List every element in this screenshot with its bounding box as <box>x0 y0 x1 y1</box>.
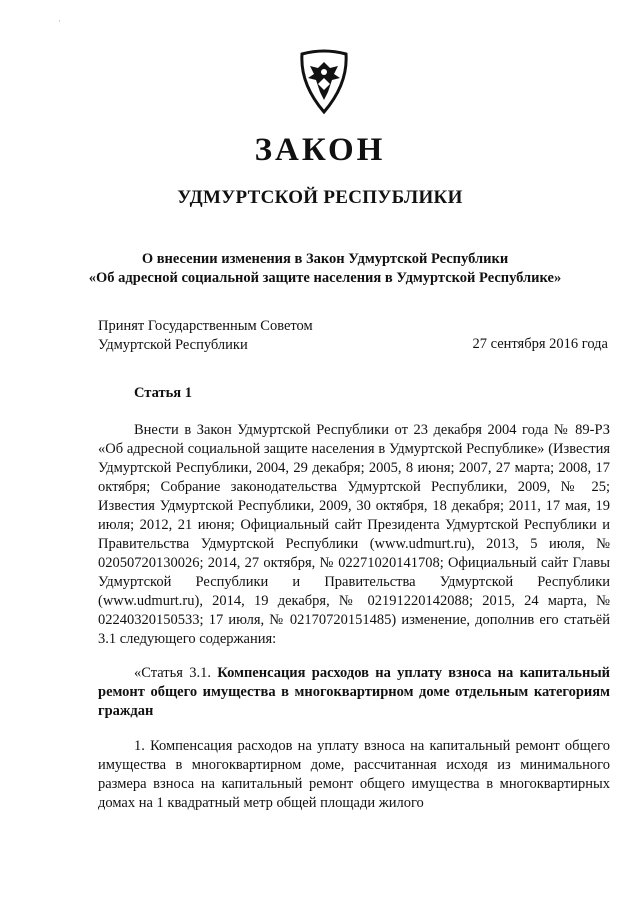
coat-of-arms-icon <box>296 48 352 116</box>
scan-mark: · <box>58 16 61 26</box>
adopted-by-line-2: Удмуртской Республики <box>98 337 248 353</box>
adoption-info <box>98 317 313 355</box>
article-3-1-title: Компенсация расходов на уплату взноса на капитальный ремонт общего имущества в многоквартирном доме отдельным категориям граждан <box>98 665 611 719</box>
document-title: ЗАКОН <box>254 132 386 168</box>
law-name <box>60 250 590 288</box>
law-name-line-2: «Об адресной социальной защите населения в Удмуртской Республике» <box>88 270 562 286</box>
article-3-1-heading <box>98 664 610 721</box>
point-1-text: 1. Компенсация расходов на уплату взноса на капитальный ремонт общего имущества в многоквартирном доме, рассчитанная исходя из минимального размера взноса на капитальный ремонт общего имущества в многоквартирных домах на 1 квадратный метр общей площади жилого <box>98 738 610 811</box>
law-name-line-1: О внесении изменения в Закон Удмуртской Республики <box>141 251 509 267</box>
adoption-date: 27 сентября 2016 года <box>472 336 608 352</box>
article-1-text: Внести в Закон Удмуртской Республики от 23 декабря 2004 года № 89-РЗ «Об адресной социальной защите населения в Удмуртской Республике» (Известия Удмуртской Республики, 2004, 29 декабря; 2005, 8 июня; 2007, 27 марта; 2008, 17 октября; Собрание законодательства Удмуртской Республики, 2009, № 25; Известия Удмуртской Республики, 2009, 30 октября, 18 декабря; 2011, 17 мая, 19 июля; 2012, 21 июня; Официальный сайт Президента Удмуртской Республики и Правительства Удмуртской Республики (www.udmurt.ru), 2013, 5 июля, № 02050720130026; 2014, 27 октября, № 02271020141708; Официальный сайт Главы Удмуртской Республики и Правительства Удмуртской Республики (www.udmurt.ru), 2014, 19 декабря, № 02191220142088; 2015, 24 марта, № 02240320150533; 17 июля, № 02170720151485) изменение, дополнив его статьёй 3.1 следующего содержания: <box>98 422 610 647</box>
document-subtitle: УДМУРТСКОЙ РЕСПУБЛИКИ <box>177 187 463 208</box>
article-1-heading: Статья 1 <box>134 385 192 401</box>
article-3-1-prefix: «Статья 3.1. <box>134 665 211 681</box>
adopted-by-line-1: Принят Государственным Советом <box>98 318 313 334</box>
